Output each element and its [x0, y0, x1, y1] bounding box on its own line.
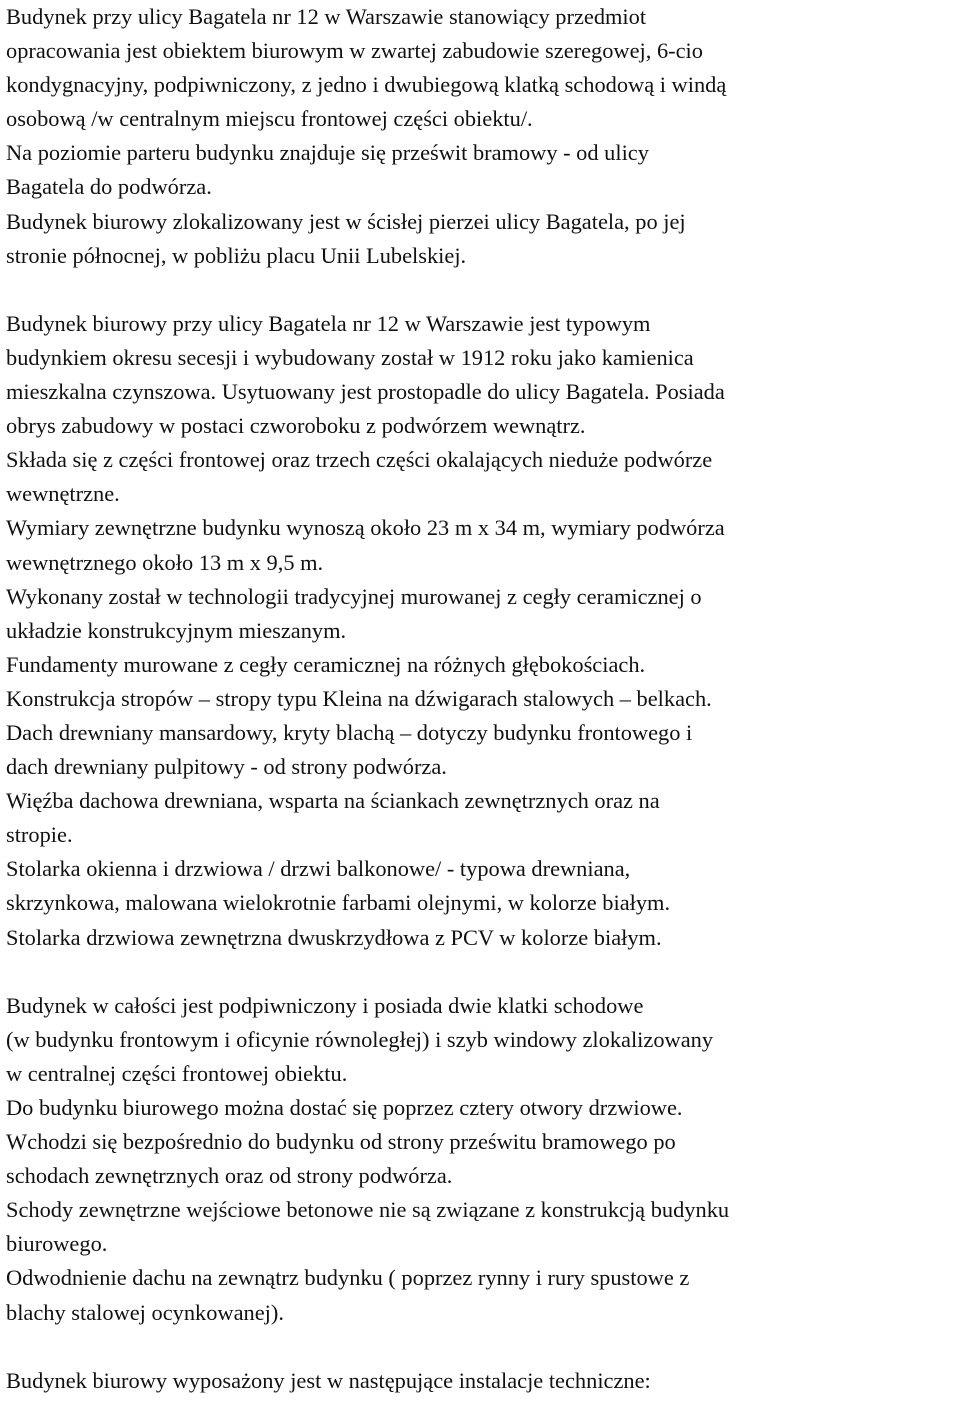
text-line: Do budynku biurowego można dostać się poprzez cztery otwory drzwiowe.: [6, 1095, 683, 1120]
text-line: kondygnacyjny, podpiwniczony, z jedno i dwubiegową klatką schodową i windą: [6, 72, 727, 98]
text-line: Konstrukcja stropów – stropy typu Kleina na dźwigarach stalowych – belkach.: [6, 685, 712, 711]
text-line: Wchodzi się bezpośrednio do budynku od strony prześwitu bramowego po: [6, 1129, 676, 1155]
text-line: blachy stalowej ocynkowanej).: [6, 1299, 284, 1325]
text-line: budynkiem okresu secesji i wybudowany został w 1912 roku jako kamienica: [6, 344, 694, 370]
paragraph-construction: [6, 307, 956, 955]
text-line: schodach zewnętrznych oraz od strony podwórza.: [6, 1163, 453, 1189]
text-line: Budynek biurowy wyposażony jest w następujące instalacje techniczne:: [6, 1367, 651, 1393]
text-line: Na poziomie parteru budynku znajduje się prześwit bramowy - od ulicy: [6, 140, 649, 166]
paragraph-spacer: [6, 955, 956, 989]
document-page: [6, 0, 956, 1398]
paragraph-installations-intro: [6, 1364, 956, 1398]
text-line: Stolarka drzwiowa zewnętrzna dwuskrzydłowa z PCV w kolorze białym.: [6, 924, 662, 950]
text-line: Dach drewniany mansardowy, kryty blachą – dotyczy budynku frontowego i: [6, 719, 693, 745]
text-line: Fundamenty murowane z cegły ceramicznej na różnych głębokościach.: [6, 651, 646, 677]
text-line: Wykonany został w technologii tradycyjnej murowanej z cegły ceramicznej o: [6, 583, 702, 609]
text-line: Wymiary zewnętrzne budynku wynoszą około 23 m x 34 m, wymiary podwórza: [6, 515, 725, 541]
text-line: obrys zabudowy w postaci czworoboku z podwórzem wewnątrz.: [6, 413, 586, 439]
text-line: Budynek biurowy zlokalizowany jest w ścisłej pierzei ulicy Bagatela, po jej: [6, 208, 686, 234]
text-line: wewnętrzne.: [6, 481, 120, 507]
paragraph-spacer: [6, 273, 956, 307]
text-line: osobową /w centralnym miejscu frontowej części obiektu/.: [6, 106, 533, 132]
text-line: Budynek w całości jest podpiwniczony i posiada dwie klatki schodowe: [6, 992, 644, 1018]
text-line: Składa się z części frontowej oraz trzech części okalających nieduże podwórze: [6, 447, 713, 473]
text-line: Bagatela do podwórza.: [6, 174, 212, 200]
text-line: stropie.: [6, 822, 73, 848]
text-line: stronie północnej, w pobliżu placu Unii Lubelskiej.: [6, 242, 467, 268]
text-line: (w budynku frontowym i oficynie równoległej) i szyb windowy zlokalizowany: [6, 1026, 714, 1052]
text-line: wewnętrznego około 13 m x 9,5 m.: [6, 549, 324, 575]
text-line: Odwodnienie dachu na zewnątrz budynku ( poprzez rynny i rury spustowe z: [6, 1265, 690, 1291]
paragraph-location: [6, 0, 956, 273]
text-line: Stolarka okienna i drzwiowa / drzwi balkonowe/ - typowa drewniana,: [6, 856, 631, 882]
text-line: Budynek biurowy przy ulicy Bagatela nr 12 w Warszawie jest typowym: [6, 310, 651, 336]
paragraph-layout-access: [6, 989, 956, 1330]
text-line: opracowania jest obiektem biurowym w zwartej zabudowie szeregowej, 6-cio: [6, 38, 703, 64]
text-line: skrzynkowa, malowana wielokrotnie farbami olejnymi, w kolorze białym.: [6, 890, 671, 916]
paragraph-spacer: [6, 1330, 956, 1364]
text-line: Więźba dachowa drewniana, wsparta na ściankach zewnętrznych oraz na: [6, 788, 660, 814]
text-line: dach drewniany pulpitowy - od strony podwórza.: [6, 754, 447, 780]
text-line: układzie konstrukcyjnym mieszanym.: [6, 617, 347, 643]
text-line: w centralnej części frontowej obiektu.: [6, 1060, 348, 1086]
text-line: mieszkalna czynszowa. Usytuowany jest prostopadle do ulicy Bagatela. Posiada: [6, 379, 725, 405]
text-line: biurowego.: [6, 1231, 108, 1257]
text-line: Budynek przy ulicy Bagatela nr 12 w Warszawie stanowiący przedmiot: [6, 4, 647, 29]
text-line: Schody zewnętrzne wejściowe betonowe nie są związane z konstrukcją budynku: [6, 1197, 730, 1223]
